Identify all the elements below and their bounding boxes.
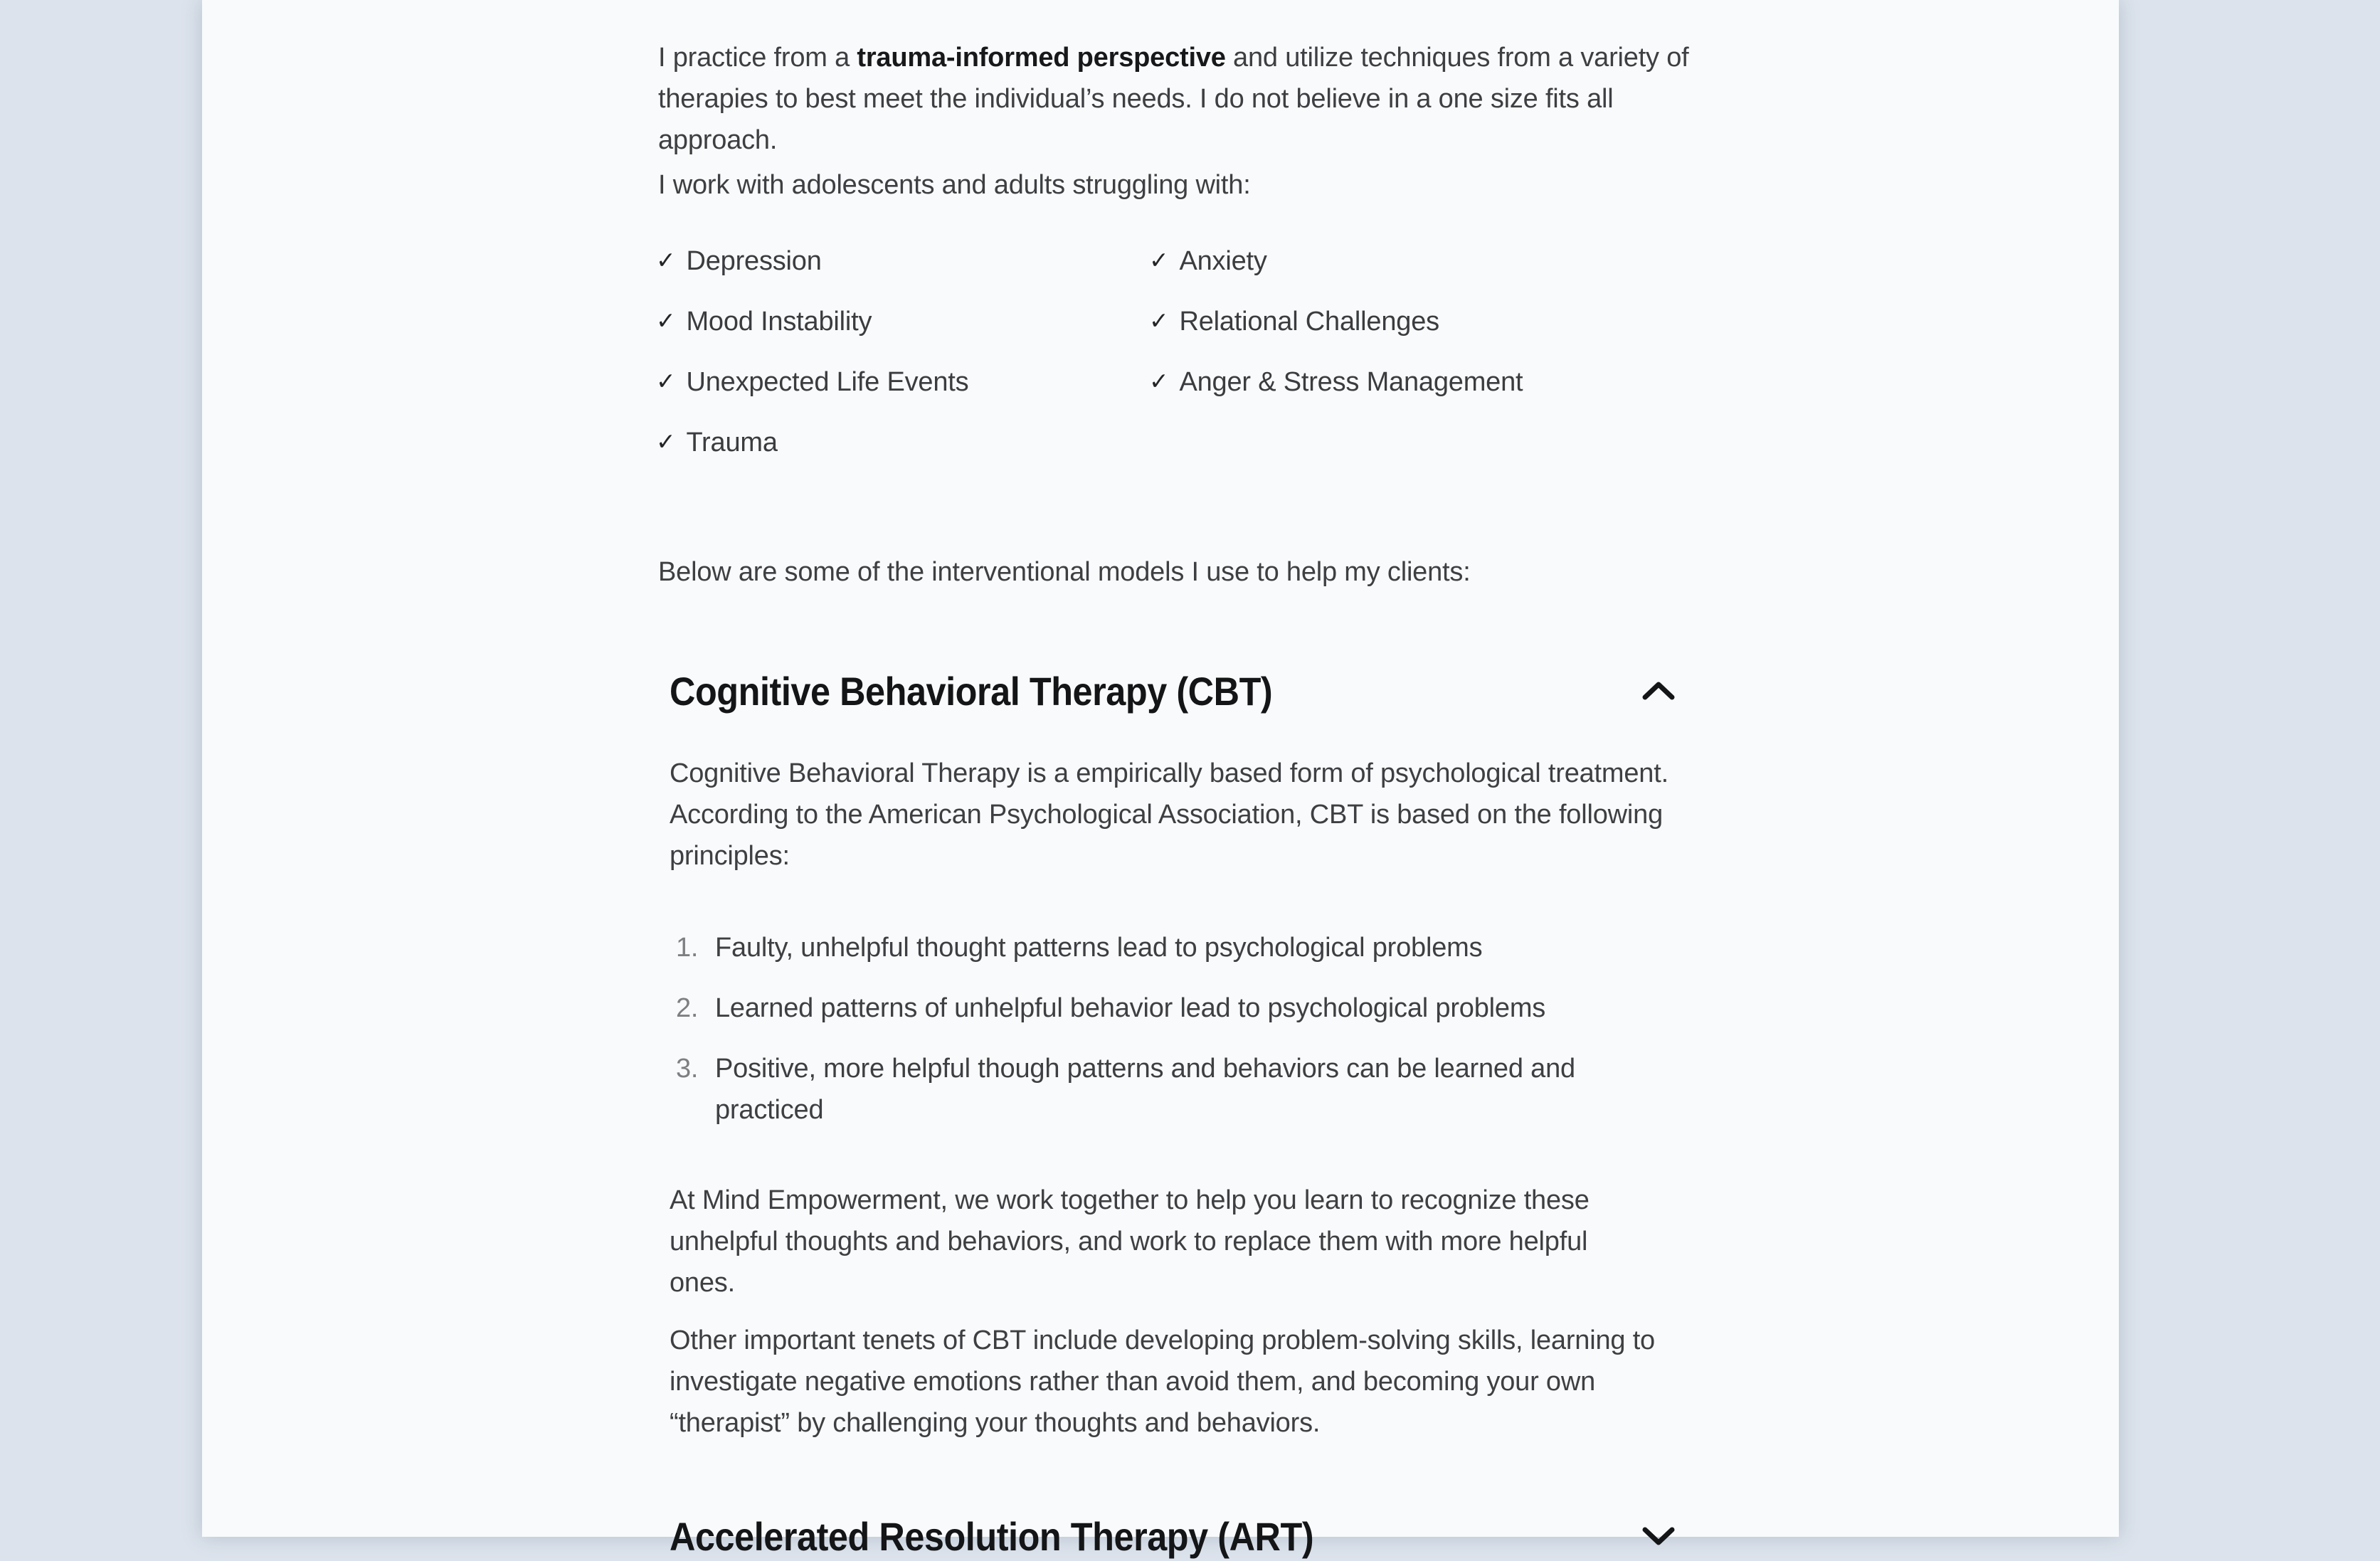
concern-label: Mood Instability xyxy=(686,307,872,337)
cbt-paragraph-3: Other important tenets of CBT include developing problem-solving skills, learning to investigate negative emotions rather than avoid them, and becoming your own “therapist” by challenging your thoughts and behaviors. xyxy=(670,1325,1655,1438)
intro-bold-text: trauma-informed perspective xyxy=(857,43,1226,73)
concern-label: Anger & Stress Management xyxy=(1179,367,1523,397)
list-item xyxy=(656,361,1149,422)
cbt-paragraph-1: Cognitive Behavioral Therapy is a empirically based form of psychological treatment. According to the American Psychological Association, CBT is based on the following principles: xyxy=(670,758,1668,871)
accordion-title-cbt: Cognitive Behavioral Therapy (CBT) xyxy=(670,668,1273,714)
check-icon: ✓ xyxy=(656,307,676,334)
principle-text: Faulty, unhelpful thought patterns lead to psychological problems xyxy=(715,933,1483,963)
intro-text-pre: I practice from a xyxy=(658,43,857,73)
list-item xyxy=(676,988,1644,1029)
list-number: 2. xyxy=(676,993,699,1023)
list-item xyxy=(1149,301,1523,361)
list-item xyxy=(656,240,1149,301)
list-item xyxy=(1149,240,1523,301)
check-icon: ✓ xyxy=(1149,307,1169,334)
list-item xyxy=(676,927,1644,968)
concern-label: Relational Challenges xyxy=(1179,307,1439,337)
principle-text: Learned patterns of unhelpful behavior lead to psychological problems xyxy=(715,993,1546,1023)
accordion-title-art: Accelerated Resolution Therapy (ART) xyxy=(670,1513,1314,1559)
check-icon: ✓ xyxy=(1149,247,1169,273)
check-icon: ✓ xyxy=(656,368,676,394)
concern-label: Unexpected Life Events xyxy=(686,367,969,397)
list-number: 1. xyxy=(676,933,699,963)
concerns-checklist xyxy=(656,240,1523,482)
list-number: 3. xyxy=(676,1054,699,1084)
list-item xyxy=(656,422,1149,482)
accordion-header-art[interactable] xyxy=(670,1511,1676,1561)
accordion-header-cbt[interactable] xyxy=(670,666,1676,716)
list-item xyxy=(656,301,1149,361)
intro-paragraph xyxy=(658,37,1704,161)
cbt-paragraph-2: At Mind Empowerment, we work together to help you learn to recognize these unhelpful thoughts and behaviors, and work to replace them with more helpful ones. xyxy=(670,1185,1590,1298)
chevron-up-icon[interactable] xyxy=(1641,679,1676,702)
cbt-principles-list xyxy=(676,927,1644,1150)
check-icon: ✓ xyxy=(1149,368,1169,394)
list-item xyxy=(1149,361,1523,422)
models-intro-text: Below are some of the interventional models I use to help my clients: xyxy=(658,557,1471,587)
content-area xyxy=(202,0,2119,1559)
principle-text: Positive, more helpful though patterns and behaviors can be learned and practiced xyxy=(715,1054,1575,1125)
chevron-down-icon[interactable] xyxy=(1641,1525,1676,1547)
check-icon: ✓ xyxy=(656,428,676,455)
check-icon: ✓ xyxy=(656,247,676,273)
concern-label: Anxiety xyxy=(1179,246,1267,276)
concern-label: Trauma xyxy=(686,428,778,457)
struggles-intro-text: I work with adolescents and adults struggling with: xyxy=(658,170,1251,200)
list-item xyxy=(676,1048,1644,1131)
concern-label: Depression xyxy=(686,246,822,276)
intro-text-post: and utilize techniques from a variety of therapies to best meet the individual’s needs. I do not believe in a one size fits all approach. xyxy=(658,43,1689,155)
